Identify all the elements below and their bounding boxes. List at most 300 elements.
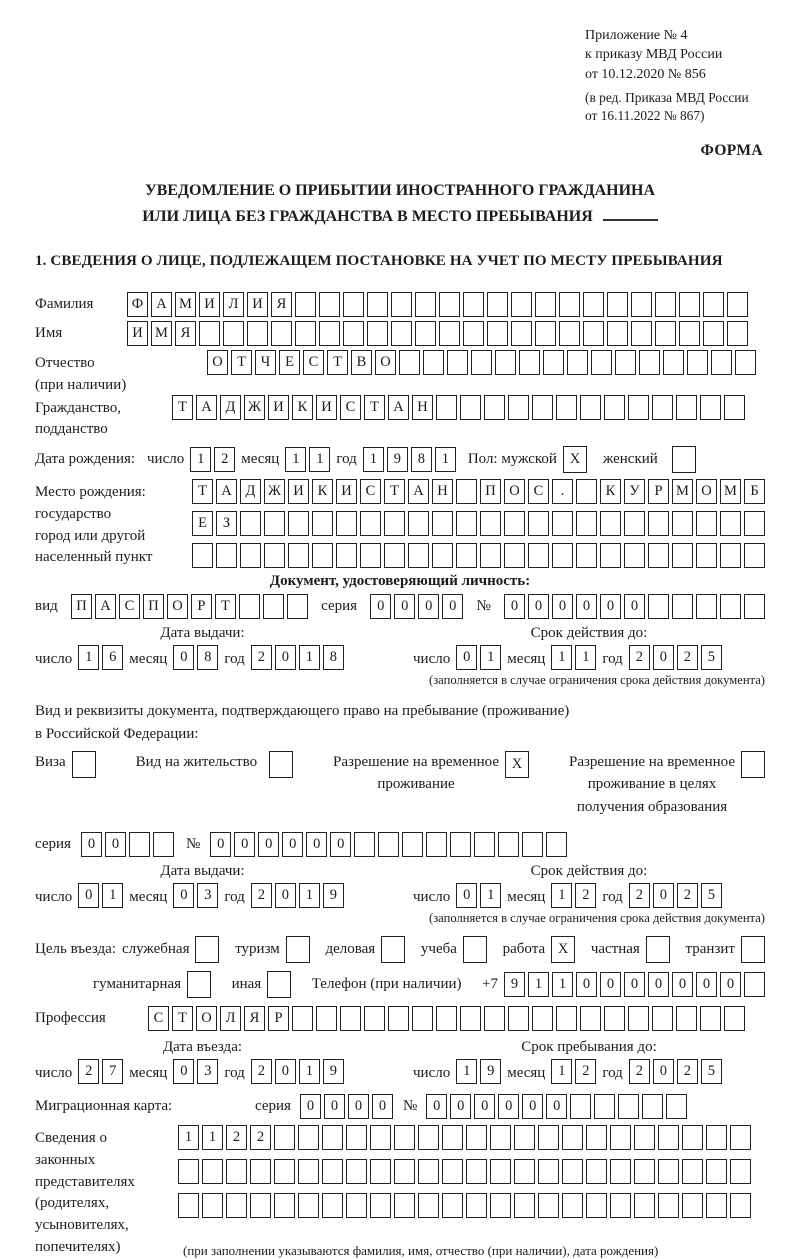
char-cell[interactable]: А	[95, 594, 116, 619]
char-cell[interactable]	[538, 1125, 559, 1150]
char-cell[interactable]	[466, 1125, 487, 1150]
other-checkbox[interactable]	[267, 971, 291, 998]
char-cell[interactable]: 0	[720, 972, 741, 997]
char-cell[interactable]: 5	[701, 645, 722, 670]
char-cell[interactable]: 1	[190, 447, 211, 472]
char-cell[interactable]: 1	[363, 447, 384, 472]
char-cell[interactable]	[567, 350, 588, 375]
char-cell[interactable]	[615, 350, 636, 375]
char-cell[interactable]	[354, 832, 375, 857]
id-issue-year[interactable]	[251, 645, 344, 670]
char-cell[interactable]: И	[288, 479, 309, 504]
char-cell[interactable]: 0	[442, 594, 463, 619]
char-cell[interactable]	[267, 971, 291, 998]
char-cell[interactable]	[703, 321, 724, 346]
char-cell[interactable]	[648, 543, 669, 568]
char-cell[interactable]	[672, 543, 693, 568]
char-cell[interactable]: 0	[504, 594, 525, 619]
char-cell[interactable]	[706, 1193, 727, 1218]
char-cell[interactable]	[642, 1094, 663, 1119]
char-cell[interactable]: 2	[78, 1059, 99, 1084]
char-cell[interactable]	[463, 292, 484, 317]
residence-series-input[interactable]	[81, 832, 174, 857]
patronymic-input[interactable]	[207, 350, 756, 375]
char-cell[interactable]: 2	[629, 883, 650, 908]
char-cell[interactable]	[676, 1006, 697, 1031]
char-cell[interactable]	[562, 1193, 583, 1218]
id-issue-day[interactable]	[78, 645, 123, 670]
char-cell[interactable]: 0	[600, 594, 621, 619]
char-cell[interactable]	[287, 594, 308, 619]
char-cell[interactable]: М	[672, 479, 693, 504]
char-cell[interactable]	[532, 395, 553, 420]
char-cell[interactable]	[316, 1006, 337, 1031]
char-cell[interactable]	[508, 1006, 529, 1031]
char-cell[interactable]	[216, 543, 237, 568]
char-cell[interactable]	[735, 350, 756, 375]
char-cell[interactable]	[388, 1006, 409, 1031]
char-cell[interactable]	[744, 543, 765, 568]
birth-place-input-row1[interactable]	[192, 479, 765, 504]
char-cell[interactable]	[319, 321, 340, 346]
char-cell[interactable]	[240, 543, 261, 568]
char-cell[interactable]: 7	[102, 1059, 123, 1084]
char-cell[interactable]	[576, 479, 597, 504]
stay-month[interactable]	[551, 1059, 596, 1084]
char-cell[interactable]	[658, 1193, 679, 1218]
name-input[interactable]	[127, 321, 748, 346]
char-cell[interactable]: 3	[197, 1059, 218, 1084]
char-cell[interactable]: А	[388, 395, 409, 420]
char-cell[interactable]	[514, 1125, 535, 1150]
char-cell[interactable]: Я	[175, 321, 196, 346]
char-cell[interactable]	[199, 321, 220, 346]
char-cell[interactable]	[474, 832, 495, 857]
char-cell[interactable]: 0	[394, 594, 415, 619]
char-cell[interactable]: 5	[701, 1059, 722, 1084]
char-cell[interactable]	[490, 1193, 511, 1218]
char-cell[interactable]: Т	[215, 594, 236, 619]
char-cell[interactable]	[298, 1193, 319, 1218]
char-cell[interactable]: И	[268, 395, 289, 420]
profession-input[interactable]	[148, 1006, 745, 1031]
char-cell[interactable]: 8	[197, 645, 218, 670]
char-cell[interactable]: М	[720, 479, 741, 504]
char-cell[interactable]	[604, 395, 625, 420]
char-cell[interactable]	[178, 1193, 199, 1218]
char-cell[interactable]	[288, 543, 309, 568]
char-cell[interactable]: 0	[624, 594, 645, 619]
id-valid-day[interactable]	[456, 645, 501, 670]
char-cell[interactable]	[360, 543, 381, 568]
char-cell[interactable]: 0	[81, 832, 102, 857]
char-cell[interactable]: 0	[624, 972, 645, 997]
char-cell[interactable]	[543, 350, 564, 375]
char-cell[interactable]	[570, 1094, 591, 1119]
char-cell[interactable]: 1	[78, 645, 99, 670]
char-cell[interactable]	[511, 321, 532, 346]
char-cell[interactable]	[679, 292, 700, 317]
char-cell[interactable]: Ж	[244, 395, 265, 420]
char-cell[interactable]: П	[143, 594, 164, 619]
char-cell[interactable]	[129, 832, 150, 857]
char-cell[interactable]	[559, 292, 580, 317]
char-cell[interactable]: 1	[202, 1125, 223, 1150]
char-cell[interactable]: 1	[435, 447, 456, 472]
char-cell[interactable]: X	[551, 936, 575, 963]
business-checkbox[interactable]	[381, 936, 405, 963]
char-cell[interactable]	[556, 1006, 577, 1031]
char-cell[interactable]	[687, 350, 708, 375]
study-checkbox[interactable]	[463, 936, 487, 963]
char-cell[interactable]: И	[199, 292, 220, 317]
char-cell[interactable]	[532, 1006, 553, 1031]
char-cell[interactable]	[679, 321, 700, 346]
char-cell[interactable]: 0	[576, 972, 597, 997]
char-cell[interactable]: 9	[504, 972, 525, 997]
char-cell[interactable]: .	[552, 479, 573, 504]
temp-residence-edu-checkbox[interactable]	[741, 751, 765, 778]
char-cell[interactable]: И	[127, 321, 148, 346]
char-cell[interactable]	[741, 751, 765, 778]
char-cell[interactable]: 0	[653, 1059, 674, 1084]
char-cell[interactable]	[274, 1125, 295, 1150]
char-cell[interactable]: 0	[210, 832, 231, 857]
guardians-input-row3[interactable]	[178, 1193, 751, 1218]
char-cell[interactable]	[720, 594, 741, 619]
char-cell[interactable]	[288, 511, 309, 536]
char-cell[interactable]: 0	[234, 832, 255, 857]
char-cell[interactable]: З	[216, 511, 237, 536]
char-cell[interactable]	[744, 511, 765, 536]
char-cell[interactable]	[580, 395, 601, 420]
char-cell[interactable]: 1	[456, 1059, 477, 1084]
char-cell[interactable]	[484, 395, 505, 420]
char-cell[interactable]	[682, 1193, 703, 1218]
char-cell[interactable]	[700, 1006, 721, 1031]
official-checkbox[interactable]	[195, 936, 219, 963]
char-cell[interactable]	[343, 292, 364, 317]
char-cell[interactable]: 0	[474, 1094, 495, 1119]
char-cell[interactable]	[727, 292, 748, 317]
char-cell[interactable]: 0	[275, 883, 296, 908]
char-cell[interactable]: 2	[629, 1059, 650, 1084]
char-cell[interactable]	[672, 511, 693, 536]
char-cell[interactable]	[226, 1193, 247, 1218]
char-cell[interactable]: А	[196, 395, 217, 420]
char-cell[interactable]: 2	[575, 1059, 596, 1084]
char-cell[interactable]	[391, 292, 412, 317]
residence-number-input[interactable]	[210, 832, 567, 857]
char-cell[interactable]	[378, 832, 399, 857]
char-cell[interactable]	[263, 594, 284, 619]
char-cell[interactable]	[511, 292, 532, 317]
char-cell[interactable]	[631, 292, 652, 317]
char-cell[interactable]	[552, 543, 573, 568]
char-cell[interactable]: X	[505, 751, 529, 778]
char-cell[interactable]: Е	[192, 511, 213, 536]
birth-place-input-row2[interactable]	[192, 511, 765, 536]
char-cell[interactable]	[624, 543, 645, 568]
char-cell[interactable]: Т	[384, 479, 405, 504]
char-cell[interactable]	[634, 1125, 655, 1150]
char-cell[interactable]: И	[316, 395, 337, 420]
char-cell[interactable]: 0	[173, 645, 194, 670]
char-cell[interactable]: 0	[418, 594, 439, 619]
char-cell[interactable]	[415, 321, 436, 346]
char-cell[interactable]	[295, 292, 316, 317]
char-cell[interactable]: 0	[105, 832, 126, 857]
char-cell[interactable]: 0	[306, 832, 327, 857]
char-cell[interactable]	[340, 1006, 361, 1031]
res-valid-day[interactable]	[456, 883, 501, 908]
char-cell[interactable]: У	[624, 479, 645, 504]
migration-series-input[interactable]	[300, 1094, 393, 1119]
surname-input[interactable]	[127, 292, 748, 317]
char-cell[interactable]	[384, 543, 405, 568]
char-cell[interactable]	[703, 292, 724, 317]
char-cell[interactable]	[528, 511, 549, 536]
char-cell[interactable]: Т	[364, 395, 385, 420]
char-cell[interactable]: 2	[677, 883, 698, 908]
char-cell[interactable]	[442, 1125, 463, 1150]
char-cell[interactable]	[552, 511, 573, 536]
char-cell[interactable]	[264, 511, 285, 536]
char-cell[interactable]: С	[119, 594, 140, 619]
char-cell[interactable]	[648, 511, 669, 536]
char-cell[interactable]: 9	[480, 1059, 501, 1084]
char-cell[interactable]: 0	[653, 645, 674, 670]
char-cell[interactable]	[463, 936, 487, 963]
char-cell[interactable]	[399, 350, 420, 375]
char-cell[interactable]: 2	[629, 645, 650, 670]
char-cell[interactable]	[522, 832, 543, 857]
humanitarian-checkbox[interactable]	[187, 971, 211, 998]
char-cell[interactable]: Д	[220, 395, 241, 420]
char-cell[interactable]	[312, 543, 333, 568]
char-cell[interactable]: 1	[299, 883, 320, 908]
char-cell[interactable]: 0	[552, 594, 573, 619]
char-cell[interactable]	[652, 1006, 673, 1031]
char-cell[interactable]	[591, 350, 612, 375]
char-cell[interactable]	[439, 321, 460, 346]
char-cell[interactable]: 0	[324, 1094, 345, 1119]
char-cell[interactable]: 0	[275, 1059, 296, 1084]
char-cell[interactable]: 2	[251, 883, 272, 908]
char-cell[interactable]	[646, 936, 670, 963]
char-cell[interactable]: 1	[299, 645, 320, 670]
char-cell[interactable]: 9	[323, 883, 344, 908]
char-cell[interactable]: Р	[648, 479, 669, 504]
char-cell[interactable]: 9	[323, 1059, 344, 1084]
char-cell[interactable]: 0	[78, 883, 99, 908]
char-cell[interactable]: К	[312, 479, 333, 504]
char-cell[interactable]	[744, 594, 765, 619]
char-cell[interactable]	[607, 321, 628, 346]
char-cell[interactable]: 1	[528, 972, 549, 997]
char-cell[interactable]	[250, 1193, 271, 1218]
char-cell[interactable]	[583, 321, 604, 346]
char-cell[interactable]	[447, 350, 468, 375]
char-cell[interactable]	[298, 1125, 319, 1150]
char-cell[interactable]: 2	[677, 645, 698, 670]
char-cell[interactable]: Т	[172, 395, 193, 420]
char-cell[interactable]: Д	[240, 479, 261, 504]
char-cell[interactable]: 0	[672, 972, 693, 997]
char-cell[interactable]	[706, 1125, 727, 1150]
char-cell[interactable]	[466, 1193, 487, 1218]
char-cell[interactable]: 0	[522, 1094, 543, 1119]
char-cell[interactable]: X	[563, 446, 587, 473]
birth-place-input-row3[interactable]	[192, 543, 765, 568]
char-cell[interactable]	[192, 543, 213, 568]
private-checkbox[interactable]	[646, 936, 670, 963]
birth-day-input[interactable]	[190, 447, 235, 472]
char-cell[interactable]: Н	[432, 479, 453, 504]
char-cell[interactable]	[346, 1193, 367, 1218]
char-cell[interactable]: 3	[197, 883, 218, 908]
char-cell[interactable]	[370, 1125, 391, 1150]
char-cell[interactable]: С	[340, 395, 361, 420]
char-cell[interactable]	[498, 832, 519, 857]
char-cell[interactable]: 0	[426, 1094, 447, 1119]
char-cell[interactable]	[586, 1125, 607, 1150]
char-cell[interactable]	[504, 543, 525, 568]
char-cell[interactable]	[607, 292, 628, 317]
char-cell[interactable]	[415, 292, 436, 317]
char-cell[interactable]	[367, 321, 388, 346]
char-cell[interactable]	[271, 321, 292, 346]
char-cell[interactable]: Т	[327, 350, 348, 375]
char-cell[interactable]	[432, 543, 453, 568]
char-cell[interactable]	[720, 543, 741, 568]
char-cell[interactable]	[724, 1006, 745, 1031]
char-cell[interactable]	[381, 936, 405, 963]
char-cell[interactable]	[456, 511, 477, 536]
char-cell[interactable]: С	[148, 1006, 169, 1031]
char-cell[interactable]	[343, 321, 364, 346]
char-cell[interactable]	[195, 936, 219, 963]
char-cell[interactable]	[292, 1006, 313, 1031]
char-cell[interactable]	[436, 395, 457, 420]
char-cell[interactable]	[426, 832, 447, 857]
char-cell[interactable]	[672, 446, 696, 473]
id-valid-month[interactable]	[551, 645, 596, 670]
char-cell[interactable]: 2	[214, 447, 235, 472]
char-cell[interactable]	[508, 395, 529, 420]
char-cell[interactable]: Ч	[255, 350, 276, 375]
char-cell[interactable]	[471, 350, 492, 375]
char-cell[interactable]	[408, 511, 429, 536]
char-cell[interactable]	[463, 321, 484, 346]
migration-number-input[interactable]	[426, 1094, 687, 1119]
char-cell[interactable]: П	[71, 594, 92, 619]
char-cell[interactable]: 0	[282, 832, 303, 857]
char-cell[interactable]	[519, 350, 540, 375]
birth-year-input[interactable]	[363, 447, 456, 472]
char-cell[interactable]	[367, 292, 388, 317]
char-cell[interactable]: 0	[653, 883, 674, 908]
char-cell[interactable]: 0	[456, 645, 477, 670]
char-cell[interactable]	[274, 1193, 295, 1218]
char-cell[interactable]	[655, 292, 676, 317]
char-cell[interactable]: 2	[226, 1125, 247, 1150]
char-cell[interactable]	[538, 1193, 559, 1218]
char-cell[interactable]	[676, 395, 697, 420]
char-cell[interactable]: 1	[480, 883, 501, 908]
char-cell[interactable]	[487, 321, 508, 346]
char-cell[interactable]	[576, 511, 597, 536]
char-cell[interactable]	[562, 1125, 583, 1150]
char-cell[interactable]: 0	[348, 1094, 369, 1119]
sex-female-checkbox[interactable]	[672, 446, 696, 473]
char-cell[interactable]	[741, 936, 765, 963]
char-cell[interactable]	[202, 1193, 223, 1218]
char-cell[interactable]	[436, 1006, 457, 1031]
char-cell[interactable]	[631, 321, 652, 346]
char-cell[interactable]	[639, 350, 660, 375]
char-cell[interactable]: 0	[372, 1094, 393, 1119]
id-issue-month[interactable]	[173, 645, 218, 670]
char-cell[interactable]	[153, 832, 174, 857]
char-cell[interactable]: М	[151, 321, 172, 346]
char-cell[interactable]	[240, 511, 261, 536]
char-cell[interactable]: О	[504, 479, 525, 504]
char-cell[interactable]: С	[360, 479, 381, 504]
char-cell[interactable]: Т	[231, 350, 252, 375]
char-cell[interactable]	[600, 511, 621, 536]
char-cell[interactable]: 5	[701, 883, 722, 908]
work-checkbox[interactable]	[551, 936, 575, 963]
char-cell[interactable]: И	[247, 292, 268, 317]
char-cell[interactable]	[402, 832, 423, 857]
char-cell[interactable]	[586, 1193, 607, 1218]
char-cell[interactable]	[610, 1125, 631, 1150]
char-cell[interactable]	[394, 1125, 415, 1150]
char-cell[interactable]	[286, 936, 310, 963]
char-cell[interactable]: 0	[456, 883, 477, 908]
char-cell[interactable]	[700, 395, 721, 420]
char-cell[interactable]: П	[480, 479, 501, 504]
char-cell[interactable]: 0	[696, 972, 717, 997]
char-cell[interactable]	[628, 1006, 649, 1031]
char-cell[interactable]	[450, 832, 471, 857]
char-cell[interactable]	[432, 511, 453, 536]
char-cell[interactable]	[504, 511, 525, 536]
char-cell[interactable]	[364, 1006, 385, 1031]
char-cell[interactable]: 2	[575, 883, 596, 908]
char-cell[interactable]	[480, 511, 501, 536]
char-cell[interactable]: О	[696, 479, 717, 504]
doc-number-input[interactable]	[504, 594, 765, 619]
char-cell[interactable]	[672, 594, 693, 619]
char-cell[interactable]: О	[167, 594, 188, 619]
char-cell[interactable]	[556, 395, 577, 420]
residence-permit-checkbox[interactable]	[269, 751, 293, 778]
char-cell[interactable]	[744, 972, 765, 997]
citizenship-input[interactable]	[172, 395, 745, 420]
char-cell[interactable]	[264, 543, 285, 568]
guardians-input-row1[interactable]	[178, 1125, 751, 1150]
stay-day[interactable]	[456, 1059, 501, 1084]
char-cell[interactable]: 6	[102, 645, 123, 670]
temp-residence-checkbox[interactable]	[505, 751, 529, 778]
char-cell[interactable]: 1	[178, 1125, 199, 1150]
char-cell[interactable]	[384, 511, 405, 536]
char-cell[interactable]: Е	[279, 350, 300, 375]
char-cell[interactable]: 0	[576, 594, 597, 619]
char-cell[interactable]	[223, 321, 244, 346]
